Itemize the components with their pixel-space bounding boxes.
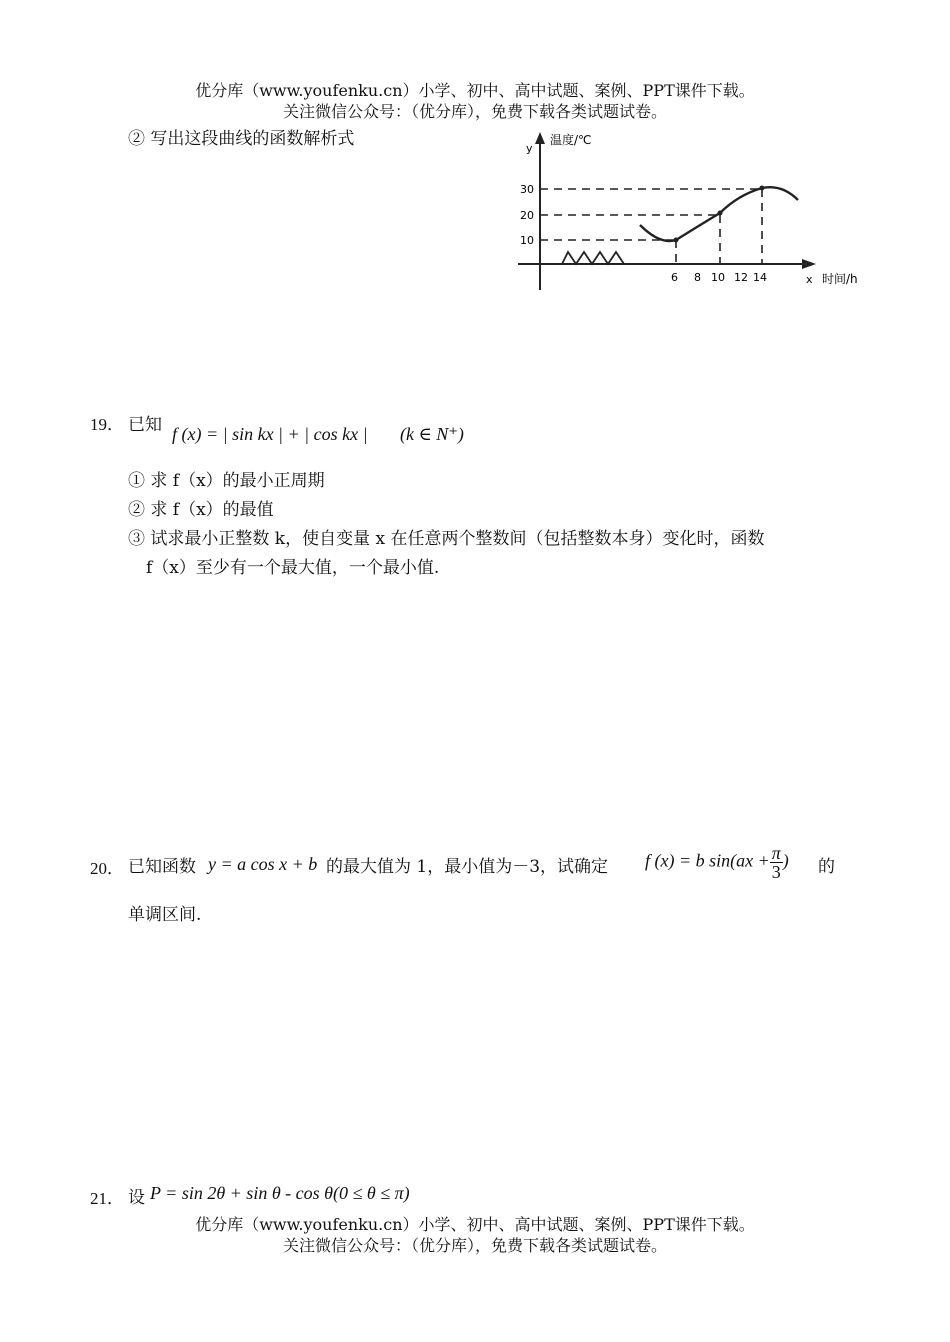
x-axis-arrow (802, 259, 816, 269)
y-var-label: y (526, 142, 533, 155)
curve-point-min (674, 238, 679, 243)
x-tick-14: 14 (753, 271, 767, 284)
q20-number: 20． (90, 859, 124, 878)
q19-part-1: ① 求 f（x）的最小正周期 (128, 471, 325, 491)
q19-condition: (k ∈ N⁺) (400, 424, 464, 444)
y-axis-label: 温度/℃ (550, 133, 592, 147)
y-axis-arrow (535, 132, 545, 144)
x-tick-12: 12 (734, 271, 748, 284)
y-tick-10: 10 (520, 234, 534, 247)
q21-formula: P = sin 2θ + sin θ - cos θ(0 ≤ θ ≤ π) (150, 1183, 410, 1203)
q20-text-b: 的最大值为 1，最小值为－3，试确定 (326, 857, 609, 877)
x-tick-10: 10 (711, 271, 725, 284)
q20-formula-2-suffix: ) (782, 850, 789, 871)
curve-point-mid (718, 211, 723, 216)
temperature-graph (510, 130, 870, 300)
q20-text-c: 的 (818, 857, 835, 877)
q21-text: 设 (128, 1188, 145, 1208)
fraction-numerator: π (771, 843, 781, 863)
q20-formula-1: y = a cos x + b (208, 854, 318, 874)
guide-lines (540, 189, 762, 264)
y-tick-20: 20 (520, 209, 534, 222)
curve-point-max (760, 186, 765, 191)
x-tick-6: 6 (671, 271, 678, 284)
q21-number: 21． (90, 1189, 124, 1208)
header-line-2: 关注微信公众号：（优分库），免费下载各类试题试卷。 (282, 102, 667, 121)
x-var-label: x (806, 273, 813, 286)
x-tick-8: 8 (694, 271, 701, 284)
q19-part-3-line-1: ③ 试求最小正整数 k，使自变量 x 在任意两个整数间（包括整数本身）变化时，函数 (128, 529, 765, 549)
q19-part-2: ② 求 f（x）的最值 (128, 500, 274, 520)
y-tick-30: 30 (520, 183, 534, 196)
q19-number: 19． (90, 415, 124, 434)
q20-text-a: 已知函数 (128, 857, 196, 877)
q19-part-3-line-2: f（x）至少有一个最大值，一个最小值. (146, 558, 440, 578)
q18-part-2: ② 写出这段曲线的函数解析式 (128, 129, 355, 149)
q20-formula-2 (645, 844, 789, 881)
x-axis-label: 时间/h (822, 272, 858, 286)
footer-line-1: 优分库（www.youfenku.cn）小学、初中、高中试题、案例、PPT课件下载。 (195, 1215, 755, 1234)
header-line-1: 优分库（www.youfenku.cn）小学、初中、高中试题、案例、PPT课件下载。 (195, 81, 755, 100)
q20-formula-2-prefix: f (x) = b sin(ax + (645, 850, 770, 871)
axis-break-zigzag (562, 252, 624, 264)
q19-intro: 已知 (128, 415, 162, 435)
q19-formula: f (x) = | sin kx | + | cos kx | (172, 424, 368, 444)
fraction-denominator: 3 (771, 862, 781, 882)
footer-line-2: 关注微信公众号：（优分库），免费下载各类试题试卷。 (282, 1236, 667, 1255)
pi-over-3-fraction (770, 844, 783, 881)
q20-line-2: 单调区间. (128, 905, 202, 925)
